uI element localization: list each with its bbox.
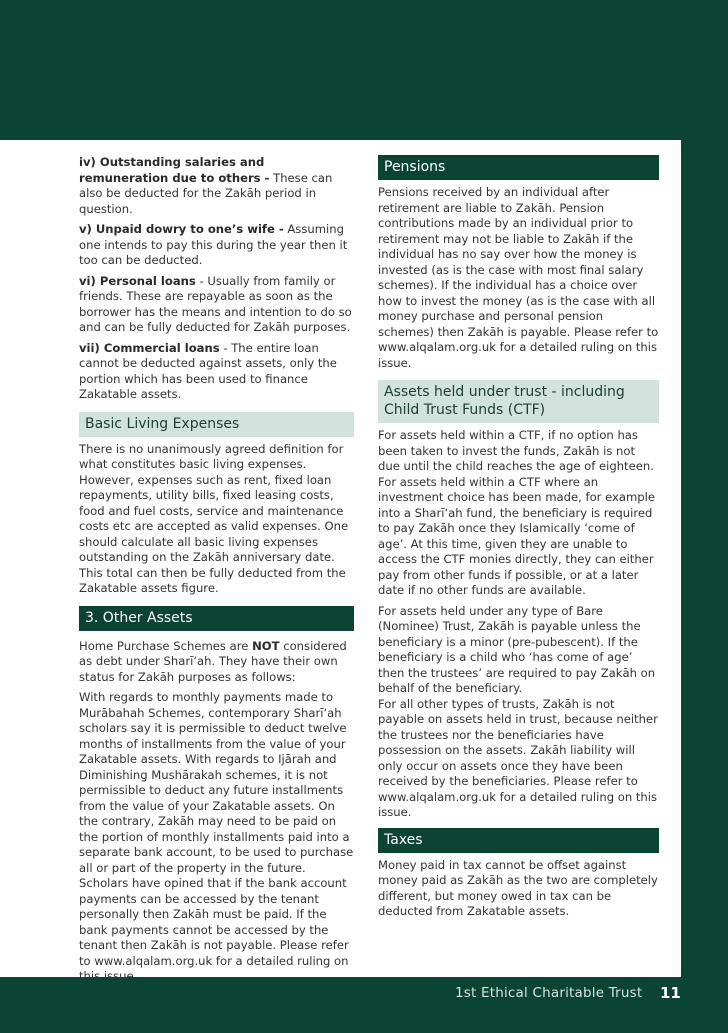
intro-text: Home Purchase Schemes are [79, 638, 253, 653]
pensions-heading: Pensions [378, 155, 659, 180]
deduction-item [79, 341, 354, 403]
other-assets-intro [79, 639, 354, 686]
deduction-item-title: vi) Personal loans [79, 273, 196, 288]
deduction-item-body: - The entire loan cannot be deducted against assets, only the portion which has been used to finance Zakatable assets. [79, 340, 337, 401]
intro-emphasis: NOT [252, 638, 280, 653]
other-assets-heading: 3. Other Assets [79, 606, 354, 631]
deduction-item-body: These can also be deducted for the Zakāh period in question. [79, 170, 333, 216]
basic-living-expenses-heading: Basic Living Expenses [79, 412, 354, 437]
deduction-item-body: Assuming one intends to pay this during the year then it too can be deducted. [79, 222, 348, 267]
deduction-item [79, 274, 354, 336]
taxes-heading: Taxes [378, 828, 659, 853]
right-column [378, 155, 659, 920]
taxes-body: Money paid in tax cannot be offset against money paid as Zakāh as the two are completely different, but money owed in tax can be deducted from Zakatable assets. [378, 857, 658, 918]
pensions-body: Pensions received by an individual after retirement are liable to Zakāh. Pension contributions made by an individual prior to retirement may not be liable to Zakāh if the individual has no say over how the money is invested (as is the case with most final salary schemes). If the individual has a choice over how to invest the money (as is the case with all money purchase and personal pension schemes) then Zakāh is payable. Please refer to www.alqalam.org.uk for a detailed ruling on this issue. [378, 185, 659, 370]
intro-text: considered as debt under Sharī‘ah. They have their own status for Zakāh purposes as follows: [79, 638, 347, 684]
left-column [79, 155, 354, 985]
deduction-item-body: - Usually from family or friends. These are repayable as soon as the borrower has the means and intention to do so and can be fully deducted for Zakāh purposes. [79, 273, 352, 334]
footer-org-name: 1st Ethical Charitable Trust [455, 985, 643, 1001]
header-band [0, 0, 728, 140]
page-number: 11 [660, 984, 681, 1002]
basic-living-expenses-body: There is no unanimously agreed definition for what constitutes basic living expenses. However, expenses such as rent, fixed loan repayments, utility bills, fixed leasing costs, food and fuel costs, service and maintenance costs etc are accepted as valid expenses. One should calculate all basic living expenses outstanding on the Zakāh anniversary date. This total can then be fully deducted from the Zakatable assets figure. [79, 441, 349, 595]
trust-body: For all other types of trusts, Zakāh is not payable on assets held in trust, because neither the trustees nor the beneficiaries have possession on the assets. Zakāh liability will only occur on assets once they have been received by the beneficiaries. Please refer to www.alqalam.org.uk for a detailed ruling on this issue. [378, 696, 658, 819]
trust-body: For assets held within a CTF, if no option has been taken to invest the funds, Zakāh is not due until the child reaches the age of eighteen. For assets held within a CTF where an investment choice has been made, for example into a Sharī‘ah fund, the beneficiary is required to pay Zakāh once they Islamically ‘come of age’. At this time, given they are unable to access the CTF monies directly, they can either pay from other funds if possible, or at a later date if no other funds are available. [378, 428, 656, 597]
deduction-item-title: v) Unpaid dowry to one’s wife - [79, 222, 284, 236]
deduction-item [79, 222, 354, 269]
trust-heading: Assets held under trust - including Child Trust Funds (CTF) [378, 380, 659, 423]
other-assets-body: With regards to monthly payments made to Murābahah Schemes, contemporary Sharī‘ah scholars say it is permissible to deduct twelve months of installments from the value of your Zakatable assets. With regards to Ijārah and Diminishing Mushārakah schemes, it is not permissible to deduct any future installments from the value of your Zakatable assets. On the contrary, Zakāh may need to be paid on the portion of monthly installments paid into a separate bank account, to be used to purchase all or part of the property in the future. Scholars have opined that if the bank account payments can be accessed by the tenant personally then Zakāh must be paid. If the bank payments cannot be accessed by the tenant then Zakāh is not payable. Please refer to www.alqalam.org.uk for a detailed ruling on this issue. [79, 690, 354, 983]
trust-body: For assets held under any type of Bare (Nominee) Trust, Zakāh is payable unless the beneficiary is a minor (pre-pubescent). If the beneficiary is a child who ‘has come of age’ then the trustees’ are required to pay Zakāh on behalf of the beneficiary. [378, 603, 656, 695]
side-band [681, 140, 728, 977]
deduction-item-title: vii) Commercial loans [79, 340, 220, 355]
deduction-item [79, 155, 354, 217]
deduction-item-title: iv) Outstanding salaries and remuneration due to others - [79, 155, 270, 185]
